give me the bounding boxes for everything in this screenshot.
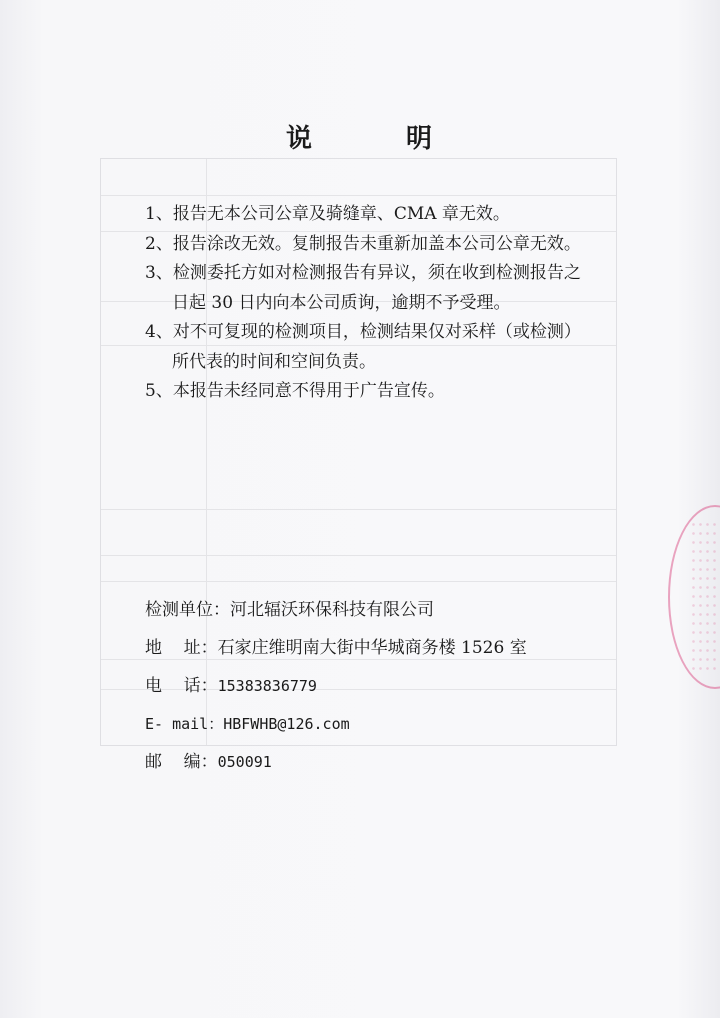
note-continuation: 日起 30 日内向本公司质询，逾期不予受理。: [172, 292, 511, 313]
note-text: 本报告未经同意不得用于广告宣传。: [172, 381, 445, 401]
unit-label: 检测单位：: [145, 600, 230, 620]
note-item: [145, 230, 625, 260]
note-text: 检测委托方如对检测报告有异议，须在收到检测报告之: [172, 263, 581, 283]
note-text: 报告无本公司公章及骑缝章、CMA 章无效。: [172, 204, 510, 224]
contact-address-row: [145, 635, 527, 673]
postcode-label: 邮 编：: [145, 752, 218, 772]
contact-postcode-row: [145, 749, 527, 787]
notes-list: [145, 200, 625, 407]
note-item: [145, 318, 625, 377]
note-number: 5、: [145, 381, 173, 401]
contact-phone-row: [145, 673, 527, 711]
note-number: 1、: [145, 204, 173, 224]
note-item: [145, 200, 625, 230]
note-item: [145, 377, 625, 407]
stamp-texture: [690, 520, 718, 670]
contact-unit-row: [145, 597, 527, 635]
contact-block: [145, 597, 527, 787]
page-title: [0, 118, 720, 155]
phone-value: 15383836779: [217, 677, 317, 695]
title-left-char: 说: [285, 124, 314, 154]
note-text: 报告涂改无效。复制报告未重新加盖本公司公章无效。: [172, 233, 581, 254]
postcode-value: 050091: [217, 753, 272, 771]
unit-value: 河北辐沃环保科技有限公司: [230, 600, 434, 620]
title-right-char: 明: [406, 124, 435, 154]
note-number: 3、: [145, 263, 173, 283]
phone-label: 电 话：: [145, 676, 218, 696]
note-item: [145, 259, 625, 318]
email-label: E- mail：: [145, 715, 224, 733]
email-value[interactable]: HBFWHB@126.com: [223, 715, 350, 733]
note-text: 对不可复现的检测项目，检测结果仅对采样（或检测）: [172, 322, 581, 342]
address-label: 地 址：: [145, 638, 218, 658]
address-value: 石家庄维明南大街中华城商务楼 1526 室: [217, 638, 527, 658]
contact-email-row: [145, 711, 527, 749]
note-continuation: 所代表的时间和空间负责。: [172, 351, 376, 372]
note-number: 2、: [145, 233, 173, 254]
note-number: 4、: [145, 322, 173, 342]
